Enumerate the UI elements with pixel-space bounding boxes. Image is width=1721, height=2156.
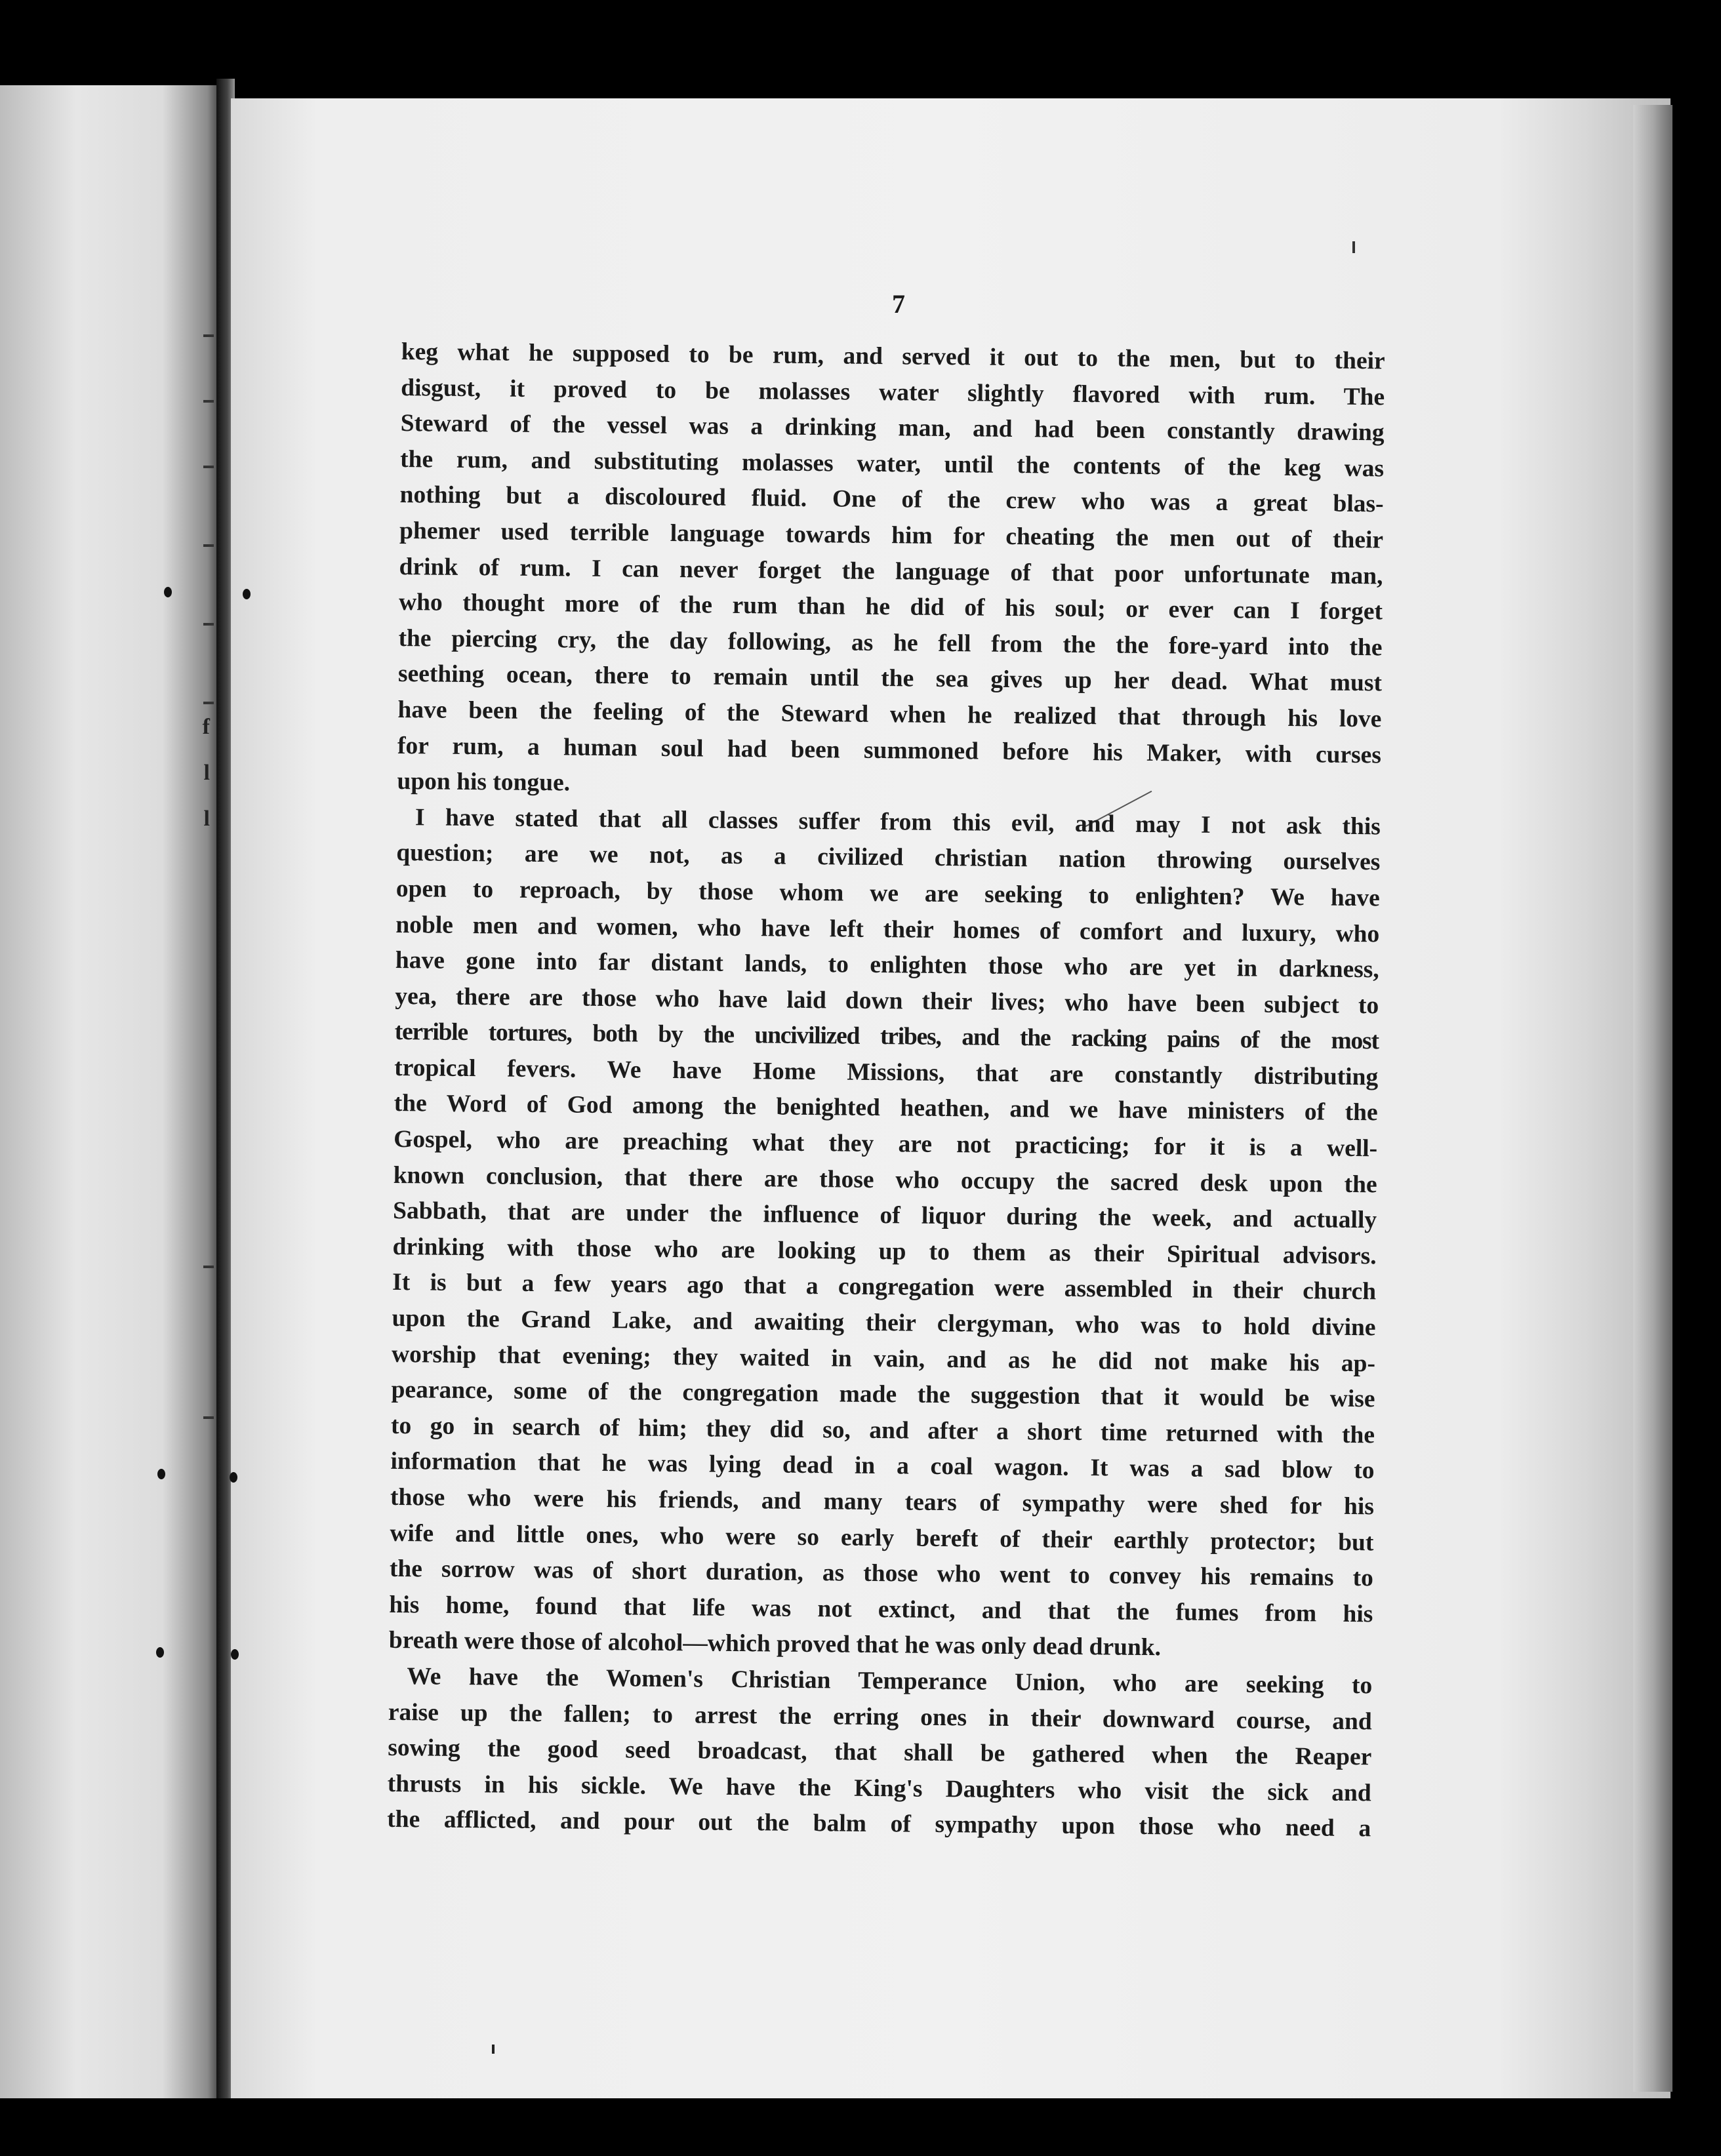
text-line: have gone into far distant lands, to enlighten those who are yet in darkness, (395, 947, 1379, 984)
margin-tick (203, 334, 214, 337)
text-line: wife and little ones, who were so early bereft of their earthly protector; but (390, 1519, 1374, 1556)
text-line: keg what he supposed to be rum, and served it out to the men, but to their (401, 338, 1385, 375)
text-line: drink of rum. I can never forget the language of that poor unfortunate man, (399, 553, 1383, 589)
binding-hole (230, 1472, 237, 1483)
text-line: upon his tongue. (397, 768, 571, 797)
text-line: terrible tortures, both by the uncivilized tribes, and the racking pains of the most (394, 1018, 1379, 1055)
text-line: It is but a few years ago that a congregation were assembled in their church (392, 1269, 1377, 1306)
text-line: I have stated that all classes suffer from this evil, and may I not ask this (415, 803, 1381, 841)
text-line: noble men and women, who have left their homes of comfort and luxury, who (395, 911, 1380, 948)
text-line: disgust, it proved to be molasses water slightly flavored with rum. The (401, 374, 1385, 410)
adjacent-left-page (0, 85, 216, 2098)
page-number: 7 (892, 289, 905, 319)
text-line: those who were his friends, and many tears of sympathy were shed for his (390, 1483, 1375, 1521)
text-line: open to reproach, by those whom we are seeking to enlighten? We have (395, 875, 1381, 912)
text-line: phemer used terrible language towards him for cheating the men out of their (399, 517, 1384, 554)
left-page-glyph: f (202, 715, 210, 739)
text-line: the afflicted, and pour out the balm of sympathy upon those who need a (387, 1806, 1371, 1843)
text-line: thrusts in his sickle. We have the King's Daughters who visit the sick and (387, 1770, 1371, 1807)
text-line: sowing the good seed broadcast, that shall be gathered when the Reaper (388, 1734, 1372, 1771)
text-line: question; are we not, as a civilized christian nation throwing ourselves (396, 839, 1381, 876)
margin-tick (203, 702, 214, 704)
text-line: yea, there are those who have laid down their lives; who have been subject to (395, 982, 1379, 1020)
binding-hole (164, 587, 172, 597)
text-line: We have the Women's Christian Temperance Union, who are seeking to (407, 1663, 1373, 1700)
text-line: upon the Grand Lake, and awaiting their clergyman, who was to hold divine (392, 1304, 1376, 1342)
text-line: pearance, some of the congregation made the suggestion that it would be wise (391, 1376, 1375, 1413)
binding-hole (231, 1649, 239, 1660)
text-line: seething ocean, there to remain until the sea gives up her dead. What must (397, 660, 1383, 697)
binding-hole (243, 589, 251, 599)
text-line: Gospel, who are preaching what they are not practicing; for it is a well- (394, 1126, 1378, 1163)
page-stack-edge (1633, 105, 1672, 2092)
film-speck (492, 2045, 495, 2054)
margin-tick (203, 466, 214, 468)
text-line: the rum, and substituting molasses water, until the contents of the keg was (399, 445, 1385, 483)
text-line: breath were those of alcohol—which proved that he was only dead drunk. (388, 1627, 1162, 1662)
left-page-glyph: l (203, 761, 210, 785)
text-line: the piercing cry, the day following, as he fell from the the fore-yard into the (398, 624, 1383, 662)
text-line: who thought more of the rum than he did of his soul; or ever can I forget (398, 589, 1383, 626)
text-line: raise up the fallen; to arrest the erring ones in their downward course, and (388, 1698, 1372, 1735)
page-body-text (387, 334, 1385, 1847)
text-line: tropical fevers. We have Home Missions, that are constantly distributing (394, 1054, 1379, 1091)
text-line: have been the feeling of the Steward when he realized that through his love (397, 696, 1382, 733)
text-line: worship that evening; they waited in vain, and as he did not make his ap- (391, 1340, 1376, 1377)
text-line: drinking with those who are looking up to them as their Spiritual advisors. (392, 1233, 1377, 1270)
margin-tick (203, 400, 214, 403)
margin-tick (203, 623, 214, 626)
text-line: Steward of the vessel was a drinking man, and had been constantly drawing (400, 410, 1385, 447)
text-line: for rum, a human soul had been summoned before his Maker, with curses (397, 732, 1382, 769)
text-line: to go in search of him; they did so, and after a short time returned with the (390, 1412, 1375, 1449)
film-speck (1352, 241, 1355, 253)
text-line: known conclusion, that there are those who occupy the sacred desk upon the (393, 1161, 1377, 1198)
text-line: nothing but a discoloured fluid. One of the crew who was a great blas- (399, 481, 1384, 518)
text-line: the Word of God among the benighted heathen, and we have ministers of the (394, 1090, 1378, 1127)
text-line: his home, found that life was not extinct, and that the fumes from his (389, 1591, 1373, 1628)
margin-tick (203, 1266, 214, 1268)
margin-tick (203, 1416, 214, 1419)
binding-hole (156, 1647, 164, 1658)
text-line: the sorrow was of short duration, as those who went to convey his remains to (389, 1555, 1374, 1592)
text-line: information that he was lying dead in a coal wagon. It was a sad blow to (390, 1448, 1375, 1485)
left-page-glyph: l (203, 807, 210, 831)
margin-tick (203, 544, 214, 547)
binding-hole (157, 1469, 165, 1479)
text-line: Sabbath, that are under the influence of liquor during the week, and actually (392, 1197, 1377, 1234)
